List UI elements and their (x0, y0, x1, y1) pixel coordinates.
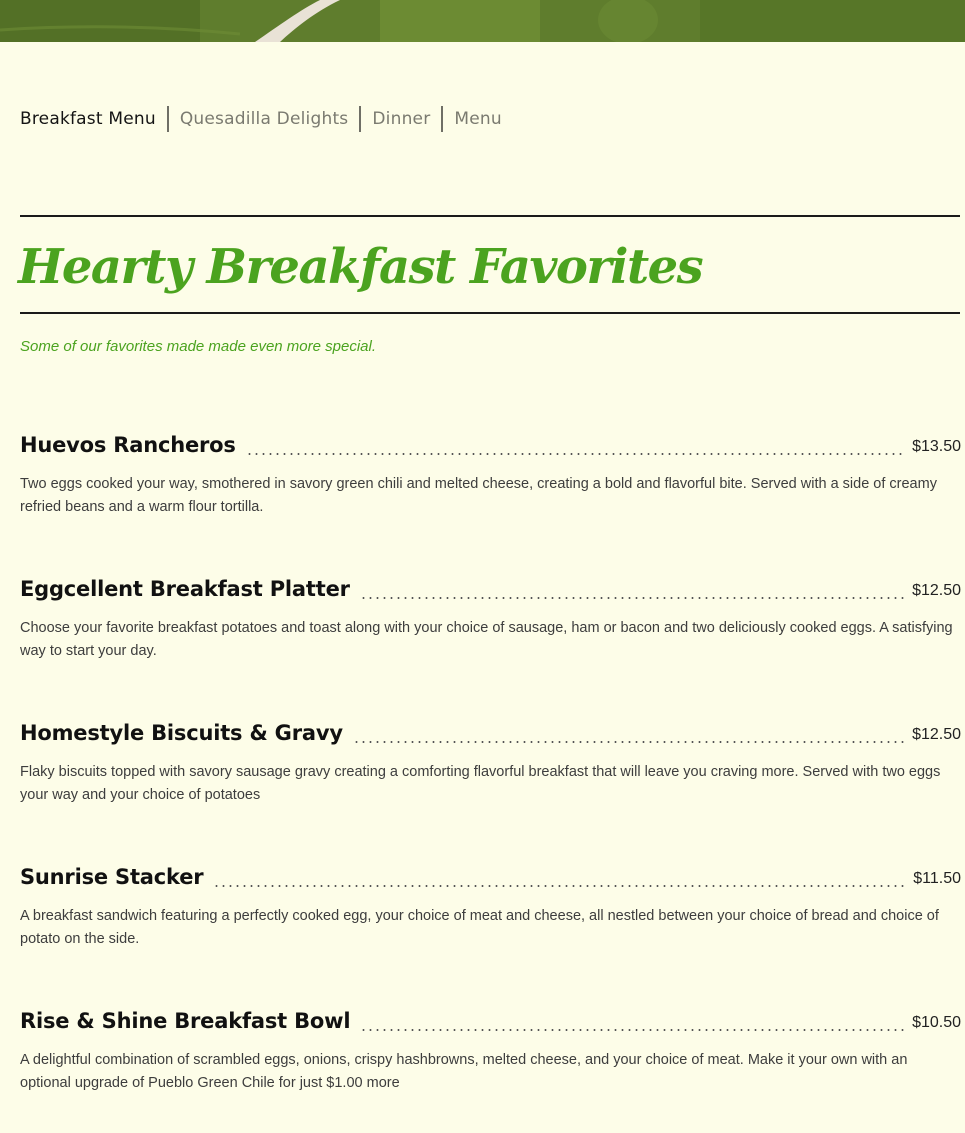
tab-divider (359, 106, 361, 132)
menu-item (20, 1005, 961, 1095)
menu-item-name: Sunrise Stacker (20, 865, 204, 889)
dotted-leader (353, 741, 906, 743)
menu-item-description: Choose your favorite breakfast potatoes and toast along with your choice of sausage, ham or bacon and two deliciously cooked eggs. A satisfying way to start your day. (20, 620, 953, 659)
menu-item-header (20, 573, 961, 603)
menu-item-price: $13.50 (912, 438, 961, 455)
menu-item-header (20, 861, 961, 891)
menu-item-description: Flaky biscuits topped with savory sausage gravy creating a comforting flavorful breakfast that will leave you craving more. Served with two eggs your way and your choice of potatoes (20, 764, 941, 803)
tab-menu[interactable]: Menu (454, 109, 502, 129)
hero-banner-image (0, 0, 965, 42)
menu-item-name: Rise & Shine Breakfast Bowl (20, 1009, 351, 1033)
menu-item-price: $12.50 (912, 582, 961, 599)
menu-item-name: Huevos Rancheros (20, 433, 236, 457)
menu-item-header (20, 429, 961, 459)
menu-item-price: $11.50 (913, 870, 961, 887)
section-bottom-rule (20, 312, 960, 314)
menu-item-description: A breakfast sandwich featuring a perfectly cooked egg, your choice of meat and cheese, all nestled between your choice of bread and choice of potato on the side. (20, 908, 939, 947)
section-top-rule (20, 215, 960, 217)
dotted-leader (213, 885, 907, 887)
tab-dinner[interactable]: Dinner (372, 109, 431, 129)
tab-quesadilla-delights[interactable]: Quesadilla Delights (179, 109, 349, 129)
dotted-leader (360, 1029, 906, 1031)
menu-item-price: $12.50 (912, 726, 961, 743)
tab-breakfast-menu[interactable]: Breakfast Menu (20, 109, 156, 129)
menu-tabs (20, 106, 502, 132)
menu-item-name: Homestyle Biscuits & Gravy (20, 721, 343, 745)
section-subtitle: Some of our favorites made made even more special. (20, 338, 377, 355)
menu-item (20, 861, 961, 951)
tab-divider (167, 106, 169, 132)
menu-item (20, 573, 961, 663)
menu-item-description: Two eggs cooked your way, smothered in savory green chili and melted cheese, creating a bold and flavorful bite. Served with a side of creamy refried beans and a warm flour tortilla. (20, 476, 937, 515)
tab-divider (441, 106, 443, 132)
menu-item (20, 717, 961, 807)
menu-item (20, 429, 961, 519)
dotted-leader (246, 453, 906, 455)
section-title: Hearty Breakfast Favorites (18, 239, 703, 295)
menu-item-header (20, 717, 961, 747)
menu-item-header (20, 1005, 961, 1035)
menu-item-name: Eggcellent Breakfast Platter (20, 577, 350, 601)
dotted-leader (360, 597, 906, 599)
menu-item-price: $10.50 (912, 1014, 961, 1031)
menu-item-description: A delightful combination of scrambled eggs, onions, crispy hashbrowns, melted cheese, and your choice of meat. Make it your own with an optional upgrade of Pueblo Green Chile for just $1.00 more (20, 1052, 908, 1091)
